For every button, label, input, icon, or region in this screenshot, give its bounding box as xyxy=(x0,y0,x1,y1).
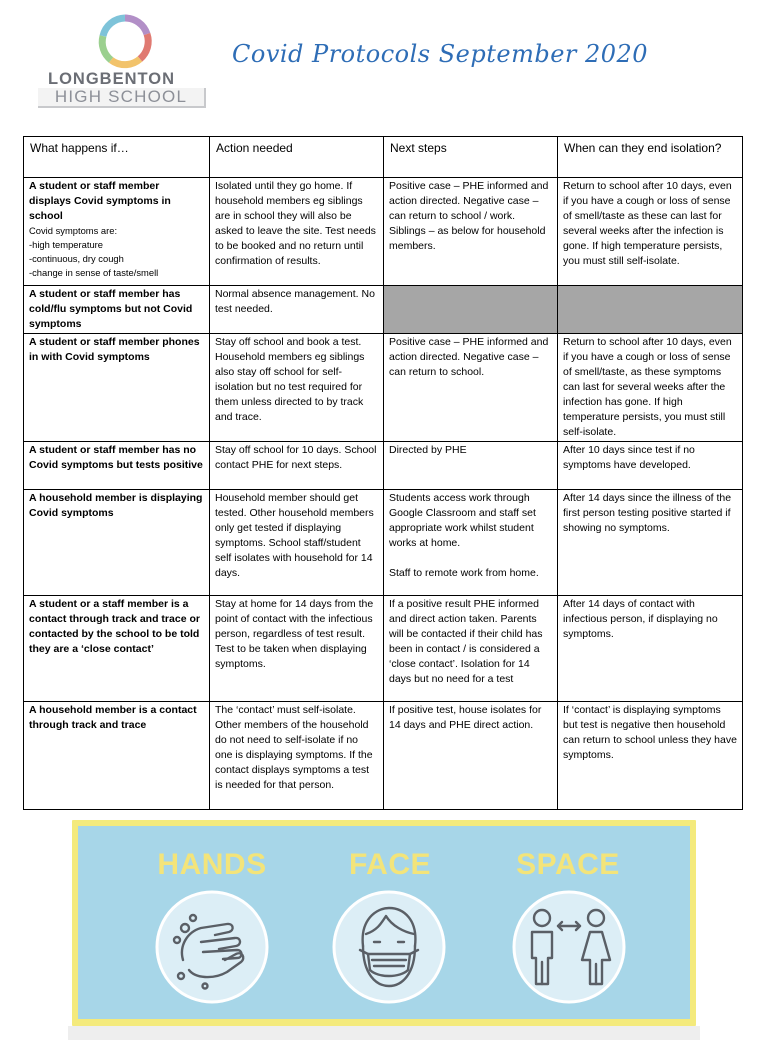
column-header: When can they end isolation? xyxy=(558,137,743,178)
hand-washing-icon xyxy=(153,888,271,1006)
action-cell: Normal absence management. No test needed. xyxy=(210,286,384,334)
column-header: What happens if… xyxy=(24,137,210,178)
end-isolation-cell: If ‘contact’ is displaying symptoms but test is negative then household can return to school unless they have symptoms. xyxy=(558,702,743,810)
end-isolation-cell: After 14 days since the illness of the first person testing positive started if showing no symptoms. xyxy=(558,490,743,596)
table-row xyxy=(24,702,743,810)
column-header: Action needed xyxy=(210,137,384,178)
action-cell: Stay off school for 10 days. School contact PHE for next steps. xyxy=(210,442,384,490)
face-mask-icon xyxy=(330,888,448,1006)
table-row xyxy=(24,286,743,334)
banner-word-hands: HANDS xyxy=(157,848,267,881)
action-cell: Stay at home for 14 days from the point of contact with the infectious person, regardless of test result. Test to be taken when displaying symptoms. xyxy=(210,596,384,702)
protocols-table xyxy=(23,136,743,810)
symptoms-note: Covid symptoms are: -high temperature -continuous, dry cough -change in sense of taste/smell xyxy=(29,225,159,278)
next-steps-cell: Positive case – PHE informed and action directed. Negative case – can return to school. xyxy=(384,334,558,442)
table-header-row xyxy=(24,137,743,178)
action-cell: Isolated until they go home. If household members eg siblings are in school they will also be asked to leave the site. Test needs to be booked and no return until confirmation of results. xyxy=(210,178,384,286)
table-row xyxy=(24,442,743,490)
banner-word-space: SPACE xyxy=(516,848,620,881)
scenario-cell: A student or a staff member is a contact through track and trace or contacted by the school to be told they are a ‘close contact’ xyxy=(24,596,210,702)
school-logo xyxy=(40,12,210,112)
next-steps-text: Staff to remote work from home. xyxy=(389,567,539,579)
scenario-cell: A student or staff member has no Covid symptoms but tests positive xyxy=(24,442,210,490)
table-row xyxy=(24,178,743,286)
page-edge xyxy=(68,1026,700,1040)
end-isolation-cell: Return to school after 10 days, even if you have a cough or loss of sense of smell/taste as these can last for several weeks after the infection is gone. If high temperature persists, you must still self-isolate. xyxy=(558,178,743,286)
table-row xyxy=(24,596,743,702)
next-steps-cell: Directed by PHE xyxy=(384,442,558,490)
banner-word-face: FACE xyxy=(348,848,431,881)
action-cell: Stay off school and book a test. Household members eg siblings also stay off school for self-isolation but no test required for them unless directed to by track and trace. xyxy=(210,334,384,442)
document-title: Covid Protocols September 2020 xyxy=(232,40,649,68)
scenario-cell: A student or staff member has cold/flu symptoms but not Covid symptoms xyxy=(24,286,210,334)
banner-panel xyxy=(78,826,690,1019)
next-steps-text: Students access work through Google Classroom and staff set appropriate work whilst student works at home. xyxy=(389,492,536,549)
scenario-cell: A household member is displaying Covid symptoms xyxy=(24,490,210,596)
logo-ring-icon xyxy=(96,12,154,70)
table-row xyxy=(24,490,743,596)
next-steps-cell xyxy=(384,286,558,334)
scenario-cell: A household member is a contact through track and trace xyxy=(24,702,210,810)
social-distance-icon xyxy=(510,888,628,1006)
scenario-text: A student or staff member displays Covid symptoms in school xyxy=(29,180,171,222)
end-isolation-cell: After 14 days of contact with infectious person, if displaying no symptoms. xyxy=(558,596,743,702)
hands-face-space-banner xyxy=(72,820,696,1026)
column-header: Next steps xyxy=(384,137,558,178)
action-cell: The ‘contact’ must self-isolate. Other members of the household do not need to self-isolate if no one is displaying symptoms. If the contact displays symptoms a test is needed for that person. xyxy=(210,702,384,810)
logo-subtitle: HIGH SCHOOL xyxy=(38,88,206,108)
scenario-cell xyxy=(24,178,210,286)
end-isolation-cell: After 10 days since test if no symptoms have developed. xyxy=(558,442,743,490)
scenario-cell: A student or staff member phones in with Covid symptoms xyxy=(24,334,210,442)
end-isolation-cell xyxy=(558,286,743,334)
end-isolation-cell: Return to school after 10 days, even if you have a cough or loss of sense of smell/taste, as these symptoms can last for several weeks after the infection has gone. If high temperature persists, you must still self-isolate. xyxy=(558,334,743,442)
next-steps-cell xyxy=(384,490,558,596)
table-row xyxy=(24,334,743,442)
next-steps-cell: Positive case – PHE informed and action directed. Negative case – can return to school / work. Siblings – as below for household members. xyxy=(384,178,558,286)
action-cell: Household member should get tested. Other household members only get tested if displaying symptoms. School staff/student self isolates with household for 14 days. xyxy=(210,490,384,596)
next-steps-cell: If a positive result PHE informed and direct action taken. Parents will be contacted if their child has been in contact / is considered a ‘close contact’. Isolation for 14 days but no need for a test xyxy=(384,596,558,702)
next-steps-cell: If positive test, house isolates for 14 days and PHE direct action. xyxy=(384,702,558,810)
logo-name: LONGBENTON xyxy=(48,70,176,88)
